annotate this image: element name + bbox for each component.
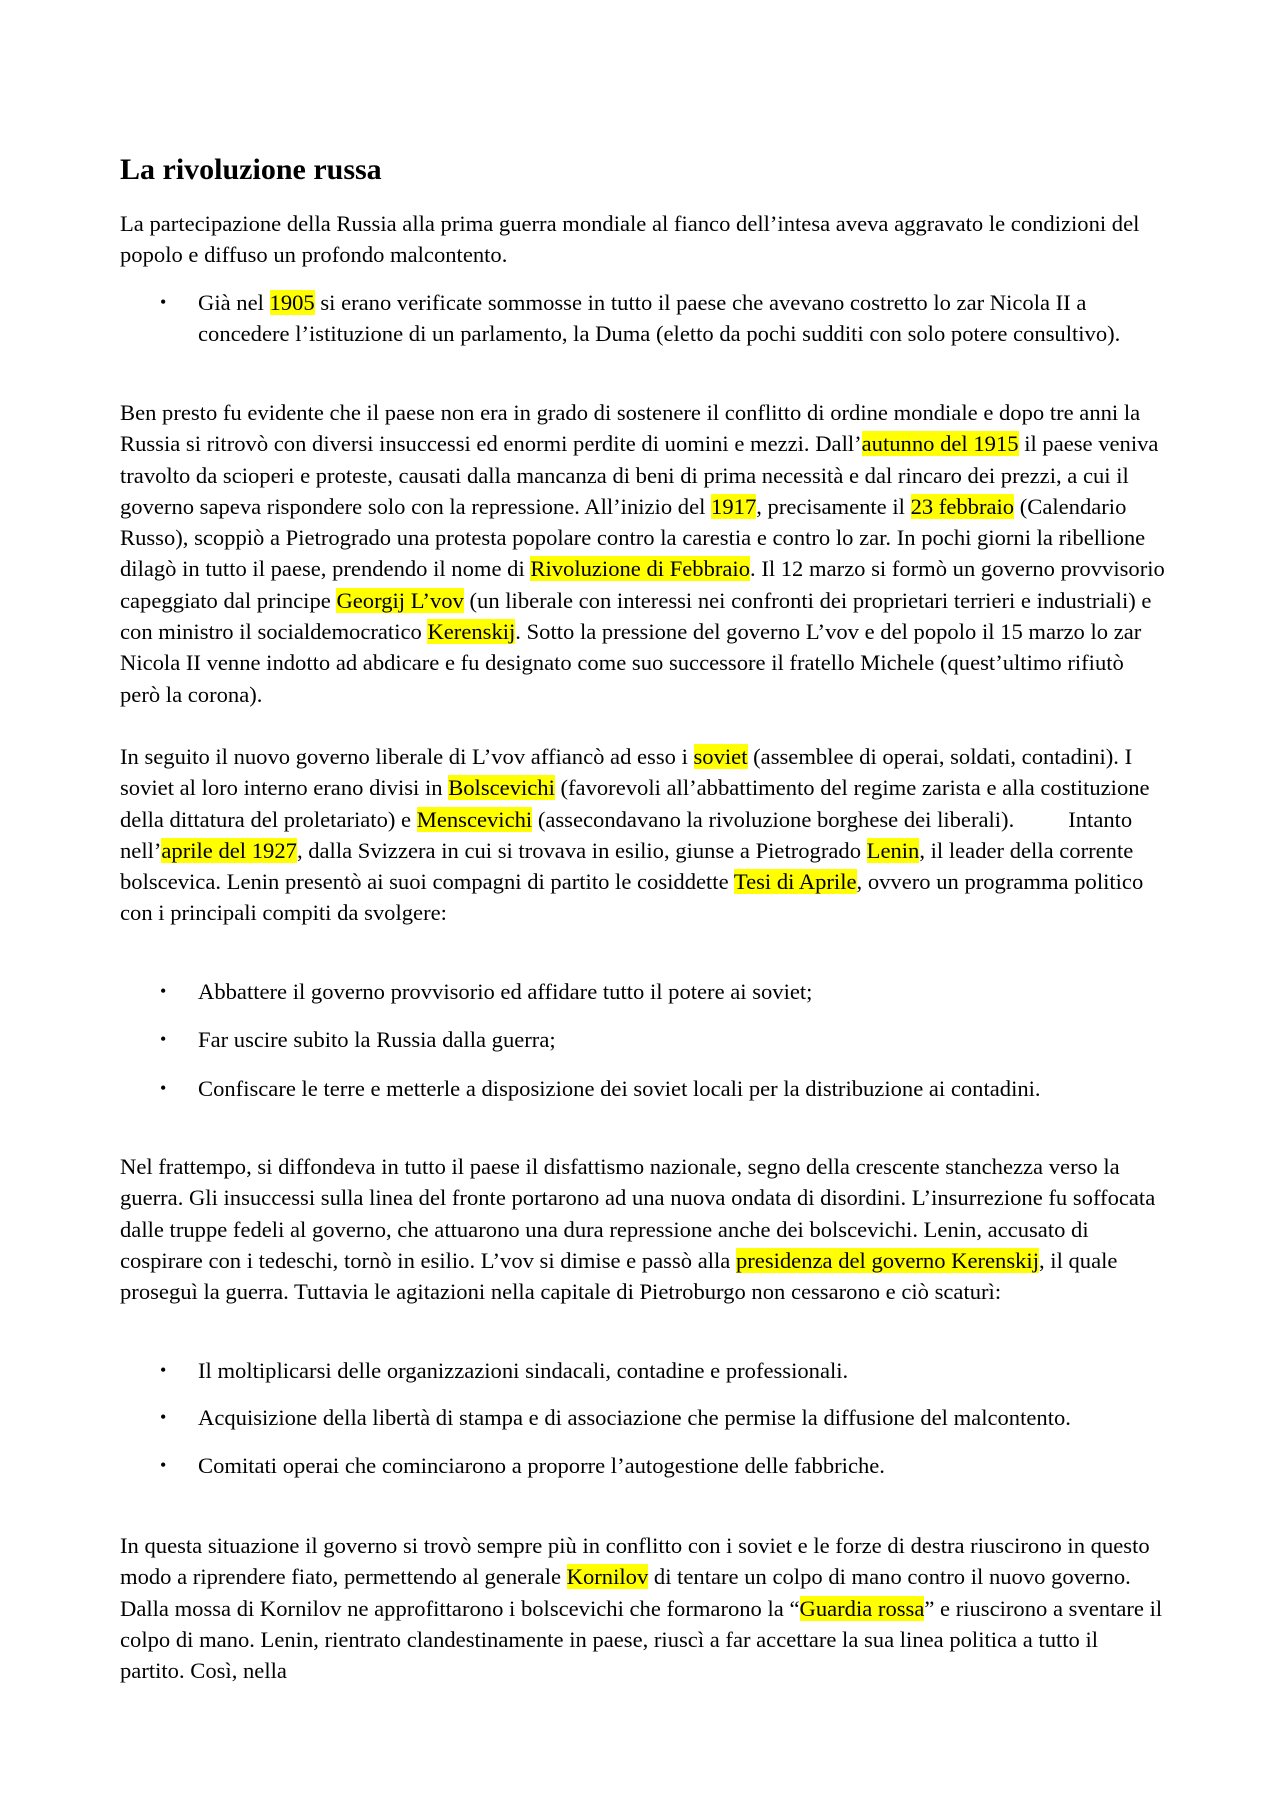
bullet-list-conseguenze — [120, 1355, 1165, 1497]
highlight-georgij-lvov: Georgij L’vov — [336, 587, 464, 613]
highlight-bolscevichi: Bolscevichi — [448, 775, 555, 801]
highlight-23-febbraio: 23 febbraio — [910, 493, 1015, 519]
bullet-icon: • — [160, 1407, 167, 1428]
bullet-icon: • — [160, 292, 167, 312]
highlight-1917: 1917 — [711, 493, 757, 519]
highlight-lenin: Lenin — [866, 837, 920, 863]
list-item: • Comitati operai che cominciarono a proporre l’autogestione delle fabbriche. — [120, 1450, 1165, 1481]
highlight-aprile-1927: aprile del 1927 — [161, 837, 297, 863]
paragraph-kornilov: In questa situazione il governo si trovò sempre più in conflitto con i soviet e le forze di destra riuscirono in questo modo a riprendere fiato, permettendo al generale Kornilov di tentare un colpo di mano contro il nuovo governo. Dalla mossa di Kornilov ne approfittarono i bolscevichi che formarono la “Guardia rossa” e riuscirono a sventare il colpo di mano. Lenin, rientrato clandestinamente in paese, riuscì a far accettare la sua linea politica a tutto il partito. Così, nella — [120, 1533, 1163, 1684]
highlight-kerenskij: Kerenskij — [427, 619, 516, 645]
list-item: • Far uscire subito la Russia dalla guerra; — [120, 1024, 1165, 1055]
highlight-autunno-1915: autunno del 1915 — [861, 431, 1019, 457]
highlight-presidenza-kerenskij: presidenza del governo Kerenskij — [735, 1247, 1039, 1273]
highlight-tesi-aprile: Tesi di Aprile — [733, 869, 857, 895]
document-title: La rivoluzione russa — [120, 153, 382, 186]
list-item: • Il moltiplicarsi delle organizzazioni sindacali, contadine e professionali. — [120, 1355, 1165, 1386]
list-item: • Già nel 1905 si erano verificate sommosse in tutto il paese che avevano costretto lo zar Nicola II a concedere l’istituzione di un parlamento, la Duma (eletto da pochi sudditi con solo potere consultivo). — [120, 287, 1165, 350]
bullet-icon: • — [160, 1454, 167, 1475]
highlight-soviet: soviet — [693, 744, 748, 769]
bullet-icon: • — [160, 1360, 167, 1380]
highlight-guardia-rossa: Guardia rossa — [799, 1595, 925, 1621]
highlight-1905: 1905 — [269, 290, 315, 315]
paragraph-disfattismo: Nel frattempo, si diffondeva in tutto il paese il disfattismo nazionale, segno della crescente stanchezza verso la guerra. Gli insuccessi sulla linea del fronte portarono ad una nuova ondata di disordini. L’insurrezione fu soffocata dalle truppe fedeli al governo, che attuarono una dura repressione anche dei bolscevichi. Lenin, accusato di cospirare con i tedeschi, tornò in esilio. L’vov si dimise e passò alla presidenza del governo Kerenskij, il quale proseguì la guerra. Tuttavia le agitazioni nella capitale di Pietroburgo non cessarono e ciò scaturì: — [120, 1154, 1156, 1305]
highlight-kornilov: Kornilov — [566, 1564, 649, 1590]
bullet-icon: • — [160, 1077, 167, 1098]
intro-paragraph: La partecipazione della Russia alla prima guerra mondiale al fianco dell’intesa aveva aggravato le condizioni del popolo e diffuso un profondo malcontento. — [120, 211, 1140, 268]
list-item: • Abbattere il governo provvisorio ed affidare tutto il potere ai soviet; — [120, 976, 1165, 1007]
highlight-rivoluzione-febbraio: Rivoluzione di Febbraio — [530, 556, 751, 582]
list-item: • Acquisizione della libertà di stampa e di associazione che permise la diffusione del malcontento. — [120, 1402, 1165, 1433]
paragraph-war-crisis: Ben presto fu evidente che il paese non era in grado di sostenere il conflitto di ordine mondiale e dopo tre anni la Russia si ritrovò con diversi insuccessi ed enormi perdite di uomini e mezzi. Dall’autunno del 1915 il paese veniva travolto da scioperi e proteste, causati dalla mancanza di beni di prima necessità e dal rincaro dei prezzi, a cui il governo sapeva rispondere solo con la repressione. All’inizio del 1917, precisamente il 23 febbraio (Calendario Russo), scoppiò a Pietrogrado una protesta popolare contro la carestia e contro lo zar. In pochi giorni la ribellione dilagò in tutto il paese, prendendo il nome di Rivoluzione di Febbraio. Il 12 marzo si formò un governo provvisorio capeggiato dal principe Georgij L’vov (un liberale con interessi nei confronti dei proprietari terrieri e industriali) e con ministro il socialdemocratico Kerenskij. Sotto la pressione del governo L’vov e del popolo il 15 marzo lo zar Nicola II venne indotto ad abdicare e fu designato come suo successore il fratello Michele (quest’ultimo rifiutò però la corona). — [120, 400, 1165, 707]
list-item: • Confiscare le terre e metterle a disposizione dei soviet locali per la distribuzione ai contadini. — [120, 1073, 1165, 1104]
bullet-list-tesi-aprile — [120, 976, 1165, 1120]
highlight-menscevichi: Menscevichi — [416, 806, 533, 832]
paragraph-soviet: In seguito il nuovo governo liberale di L’vov affiancò ad esso i soviet (assemblee di operai, soldati, contadini). I soviet al loro interno erano divisi in Bolscevichi (favorevoli all’abbattimento del regime zarista e alla costituzione della dittatura del proletariato) e Menscevichi (assecondavano la rivoluzione borghese dei liberali). Intanto nell’aprile del 1927, dalla Svizzera in cui si trovava in esilio, giunse a Pietrogrado Lenin, il leader della corrente bolscevica. Lenin presentò ai suoi compagni di partito le cosiddette Tesi di Aprile, ovvero un programma politico con i principali compiti da svolgere: — [120, 744, 1150, 926]
bullet-icon: • — [160, 981, 167, 1001]
bullet-icon: • — [160, 1029, 167, 1050]
bullet-list-1905 — [120, 287, 1165, 366]
